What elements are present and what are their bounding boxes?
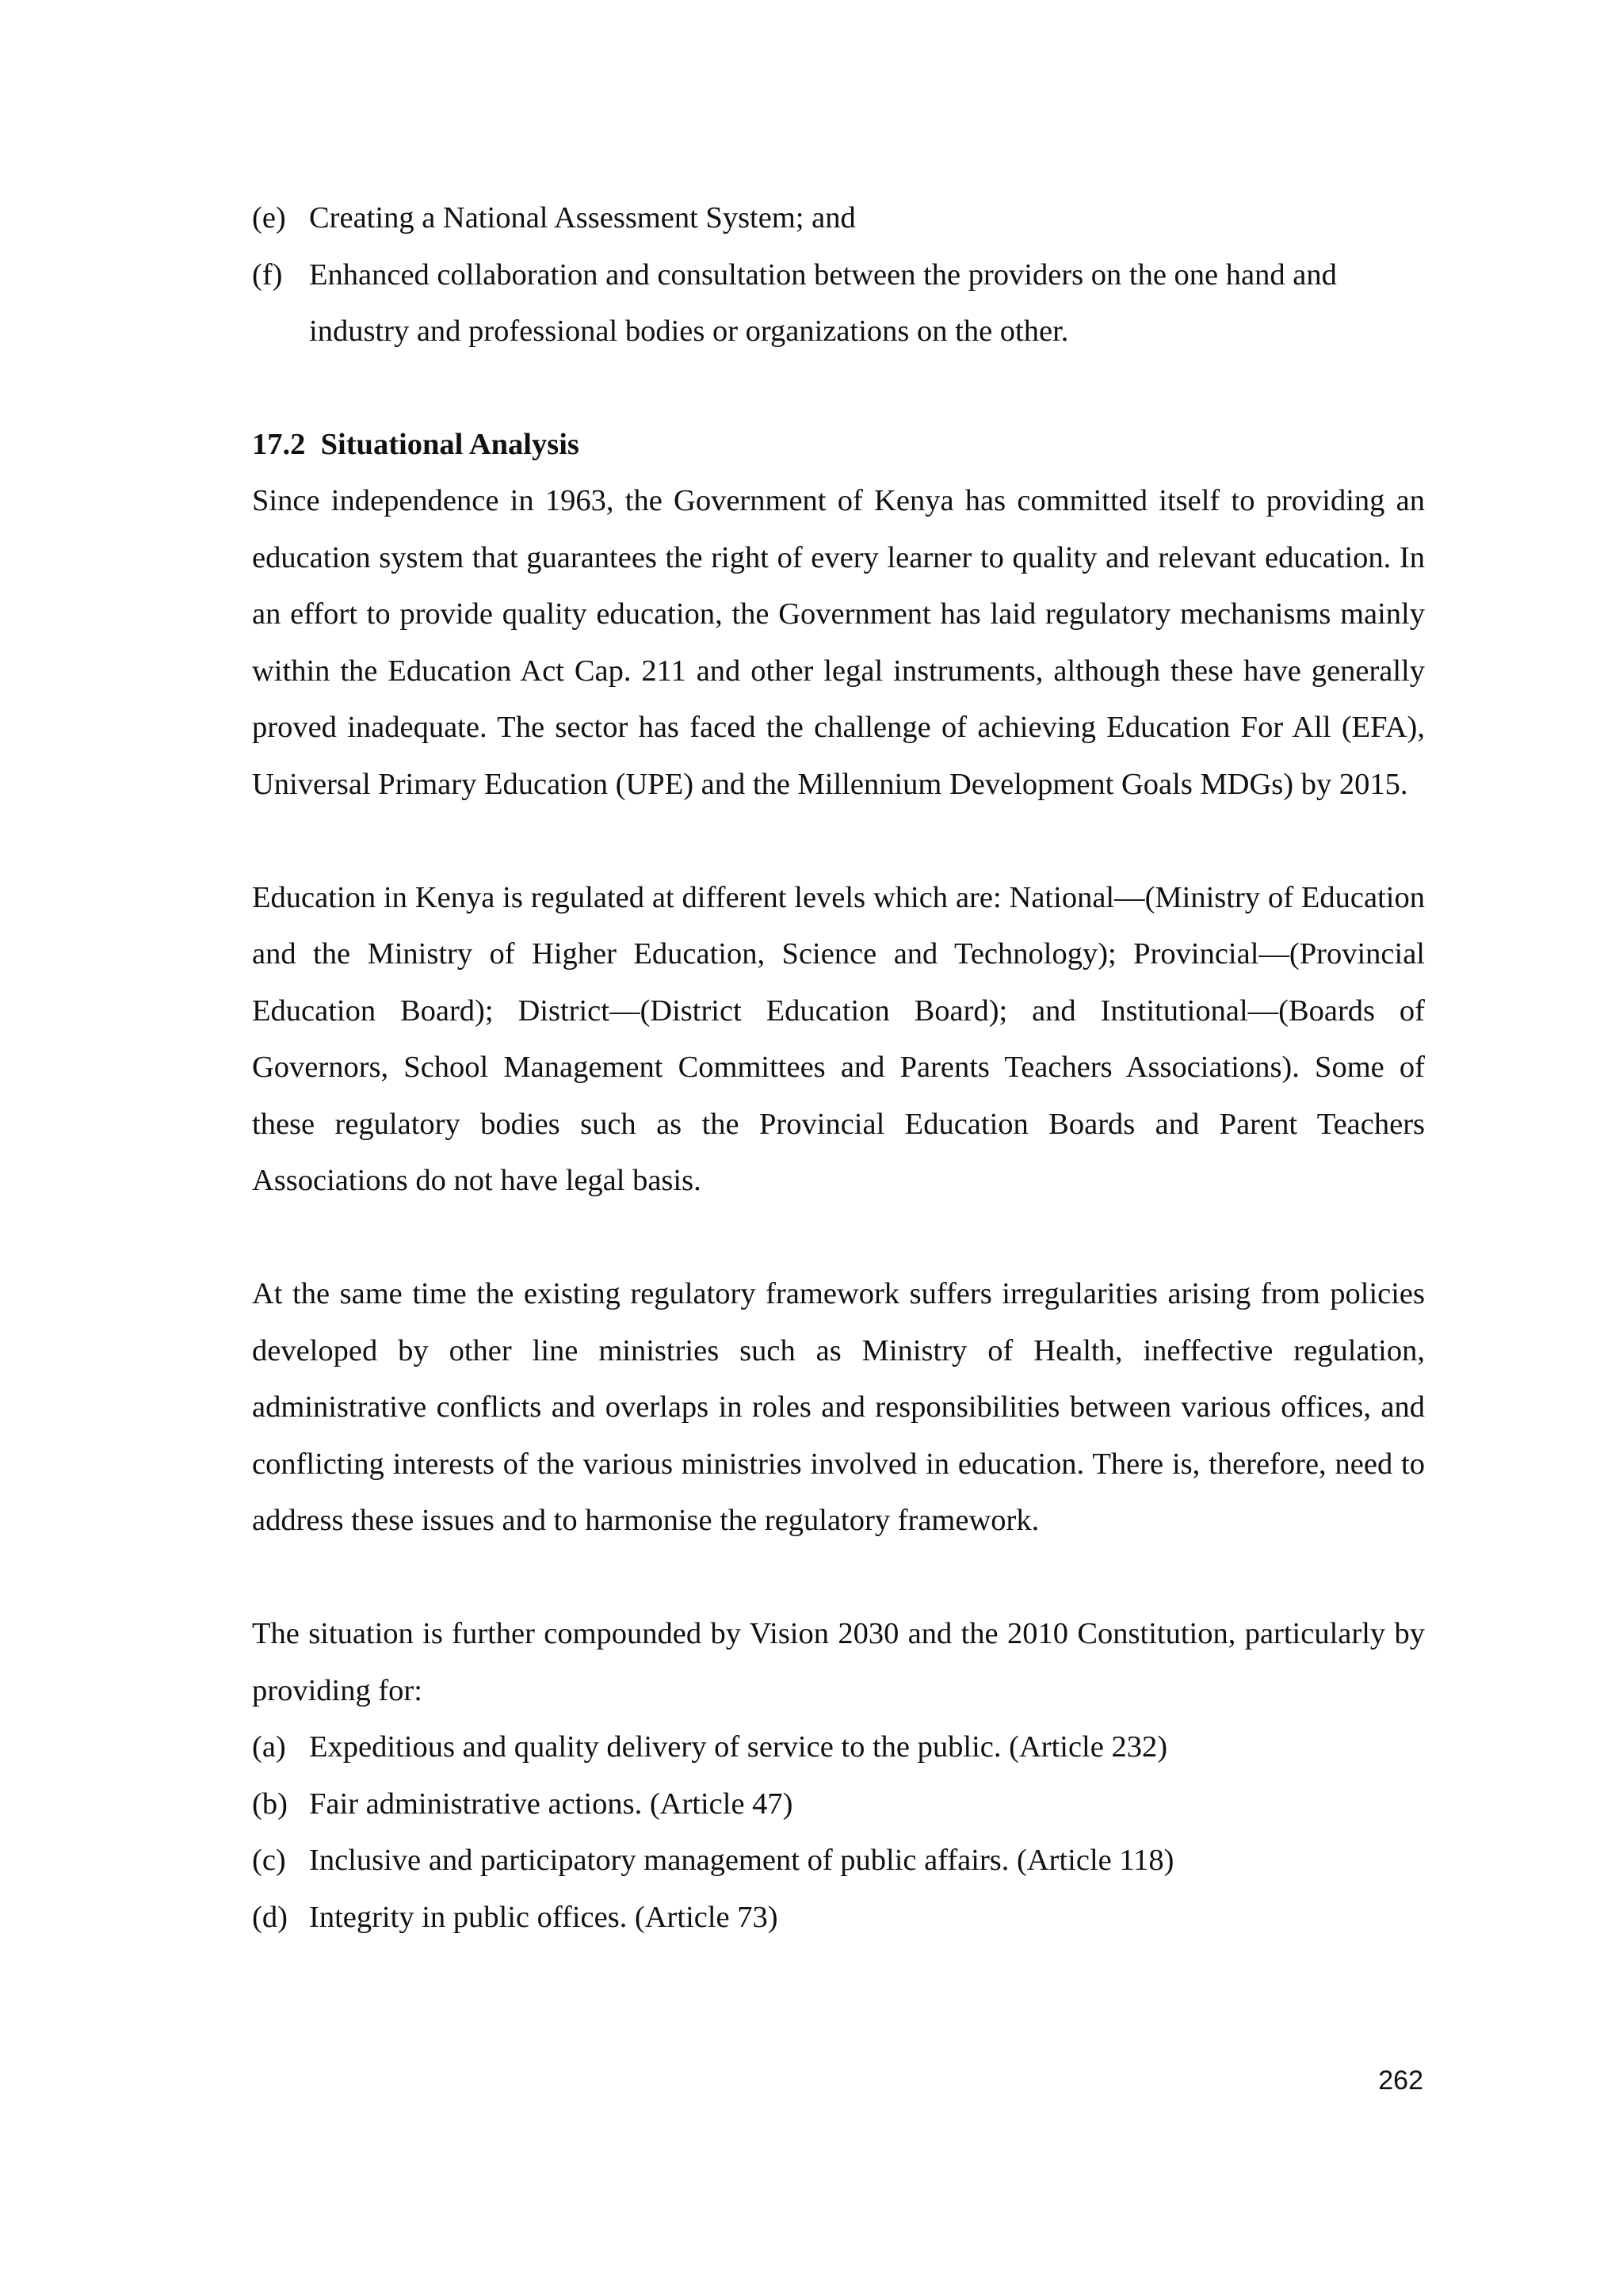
section-heading: 17.2 Situational Analysis: [252, 427, 579, 461]
bottom-list: [252, 1719, 1425, 1946]
list-item-text: Inclusive and participatory management of public affairs. (Article 118): [309, 1844, 1174, 1877]
list-marker: (e): [252, 201, 286, 235]
list-item: [252, 1776, 1425, 1833]
top-list: [252, 190, 1425, 360]
list-item-text: Expeditious and quality delivery of service to the public. (Article 232): [309, 1730, 1168, 1764]
list-item-text: Creating a National Assessment System; and: [309, 201, 856, 235]
list-item-text: Enhanced collaboration and consultation between the providers on the one hand and industry and professional bodies or organizations on the other.: [309, 257, 1337, 348]
list-item-text: Fair administrative actions. (Article 47): [309, 1787, 793, 1821]
list-item: [252, 1890, 1425, 1947]
list-item-text: Integrity in public offices. (Article 73): [309, 1900, 778, 1934]
paragraph: Since independence in 1963, the Government of Kenya has committed itself to providing an education system that guarantees the right of every learner to quality and relevant education. In an effort to provide quality education, the Government has laid regulatory mechanisms mainly within the Education Act Cap. 211 and other legal instruments, although these have generally proved inadequate. The sector has faced the challenge of achieving Education For All (EFA), Universal Primary Education (UPE) and the Millennium Development Goals MDGs) by 2015.: [252, 484, 1425, 801]
document-body: [252, 190, 1425, 1946]
list-marker: (b): [252, 1787, 288, 1821]
paragraph: The situation is further compounded by Vision 2030 and the 2010 Constitution, particularly by providing for:: [252, 1617, 1425, 1707]
list-marker: (a): [252, 1730, 286, 1764]
list-item: [252, 190, 1425, 247]
page-number: 262: [1378, 2065, 1423, 2096]
list-item: [252, 247, 1425, 360]
list-item: [252, 1833, 1425, 1890]
list-marker: (c): [252, 1844, 286, 1877]
list-marker: (d): [252, 1900, 288, 1934]
list-item: [252, 1719, 1425, 1776]
paragraph: At the same time the existing regulatory framework suffers irregularities arising from policies developed by other line ministries such as Ministry of Health, ineffective regulation, administrative conflicts and overlaps in roles and responsibilities between various offices, and conflicting interests of the various ministries involved in education. There is, therefore, need to address these issues and to harmonise the regulatory framework.: [252, 1277, 1425, 1537]
paragraph: Education in Kenya is regulated at different levels which are: National—(Ministry of Education and the Ministry of Higher Education, Science and Technology); Provincial—(Provincial Education Board); District—(District Education Board); and Institutional—(Boards of Governors, School Management Committees and Parents Teachers Associations). Some of these regulatory bodies such as the Provincial Education Boards and Parent Teachers Associations do not have legal basis.: [252, 880, 1425, 1197]
list-marker: (f): [252, 257, 283, 292]
